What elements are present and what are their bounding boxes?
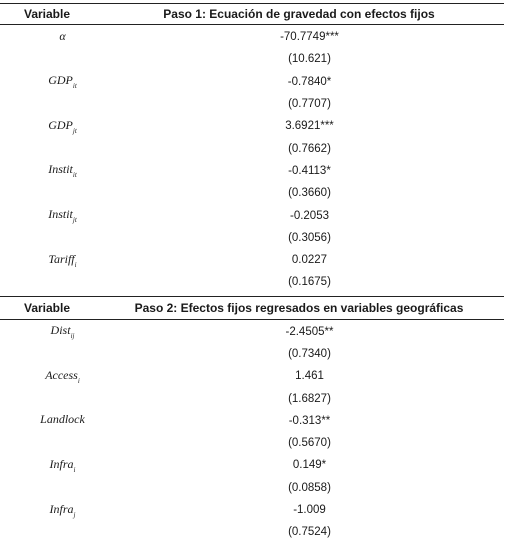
panel2-body bbox=[0, 320, 504, 544]
variable-column-header: Variable bbox=[23, 300, 71, 315]
coefficient-value: -70.7749*** bbox=[280, 31, 339, 44]
se-row bbox=[0, 387, 504, 409]
variable-label: Landlock bbox=[40, 412, 85, 427]
se-row bbox=[0, 432, 504, 454]
standard-error-value: (1.6827) bbox=[288, 392, 331, 405]
coefficient-value: -2.4505** bbox=[285, 325, 334, 338]
variable-column-header: Variable bbox=[23, 7, 71, 21]
panel1-body bbox=[0, 25, 504, 296]
coef-row bbox=[0, 204, 504, 226]
coef-row bbox=[0, 321, 504, 343]
variable-label: $GDP_{it}$ bbox=[48, 73, 77, 91]
variable-label: Instit$_{it}$ bbox=[48, 162, 77, 180]
se-row bbox=[0, 48, 504, 70]
coefficient-value: 3.6921*** bbox=[285, 120, 334, 133]
se-row bbox=[0, 137, 504, 159]
panel1-header bbox=[0, 3, 504, 25]
coef-row bbox=[0, 454, 504, 476]
standard-error-value: (0.7524) bbox=[288, 526, 331, 539]
standard-error-value: (0.1675) bbox=[288, 276, 331, 289]
coefficient-value: 0.0227 bbox=[291, 254, 328, 267]
step1-title: Paso 1: Ecuación de gravedad con efectos fijos bbox=[163, 7, 435, 21]
standard-error-value: (10.621) bbox=[288, 53, 331, 66]
coef-row bbox=[0, 249, 504, 271]
standard-error-value: (0.0858) bbox=[288, 481, 331, 494]
standard-error-value: (0.7662) bbox=[288, 142, 331, 155]
step2-title: Paso 2: Efectos fijos regresados en variables geográficas bbox=[134, 300, 464, 315]
standard-error-value: (0.3660) bbox=[288, 187, 331, 200]
panel2-header bbox=[0, 296, 504, 320]
standard-error-value: (0.5670) bbox=[288, 437, 331, 450]
se-row bbox=[0, 521, 504, 543]
se-row bbox=[0, 271, 504, 293]
coefficient-value: -0.313** bbox=[288, 414, 331, 427]
coefficient-value: -0.7840* bbox=[287, 75, 332, 88]
coef-row bbox=[0, 26, 504, 48]
coefficient-value: 1.461 bbox=[295, 370, 324, 383]
variable-label: $GDP_{jt}$ bbox=[48, 117, 77, 135]
coef-row bbox=[0, 160, 504, 182]
coefficient-value: -1.009 bbox=[293, 504, 326, 517]
variable-label: Tariff$_i$ bbox=[48, 251, 77, 269]
standard-error-value: (0.7707) bbox=[288, 98, 331, 111]
standard-error-value: (0.3056) bbox=[288, 231, 331, 244]
se-row bbox=[0, 227, 504, 249]
coef-row bbox=[0, 365, 504, 387]
coef-row bbox=[0, 499, 504, 521]
coefficient-value: -0.4113* bbox=[288, 164, 331, 177]
coefficient-value: -0.2053 bbox=[289, 209, 329, 222]
standard-error-value: (0.7340) bbox=[288, 348, 331, 360]
coef-row bbox=[0, 115, 504, 137]
variable-label: Dist$_{ij}$ bbox=[50, 323, 75, 341]
se-row bbox=[0, 477, 504, 499]
variable-label: Infra$_j$ bbox=[49, 501, 76, 519]
coef-row bbox=[0, 71, 504, 93]
variable-label: Infra$_i$ bbox=[49, 456, 76, 474]
coef-row bbox=[0, 410, 504, 432]
variable-label: Access$_i$ bbox=[45, 367, 80, 385]
se-row bbox=[0, 343, 504, 365]
variable-label: α bbox=[59, 28, 66, 43]
se-row bbox=[0, 182, 504, 204]
variable-label: Instit$_{jt}$ bbox=[48, 207, 77, 225]
se-row bbox=[0, 93, 504, 115]
coefficient-value: 0.149* bbox=[292, 459, 327, 472]
regression-table bbox=[0, 3, 504, 544]
